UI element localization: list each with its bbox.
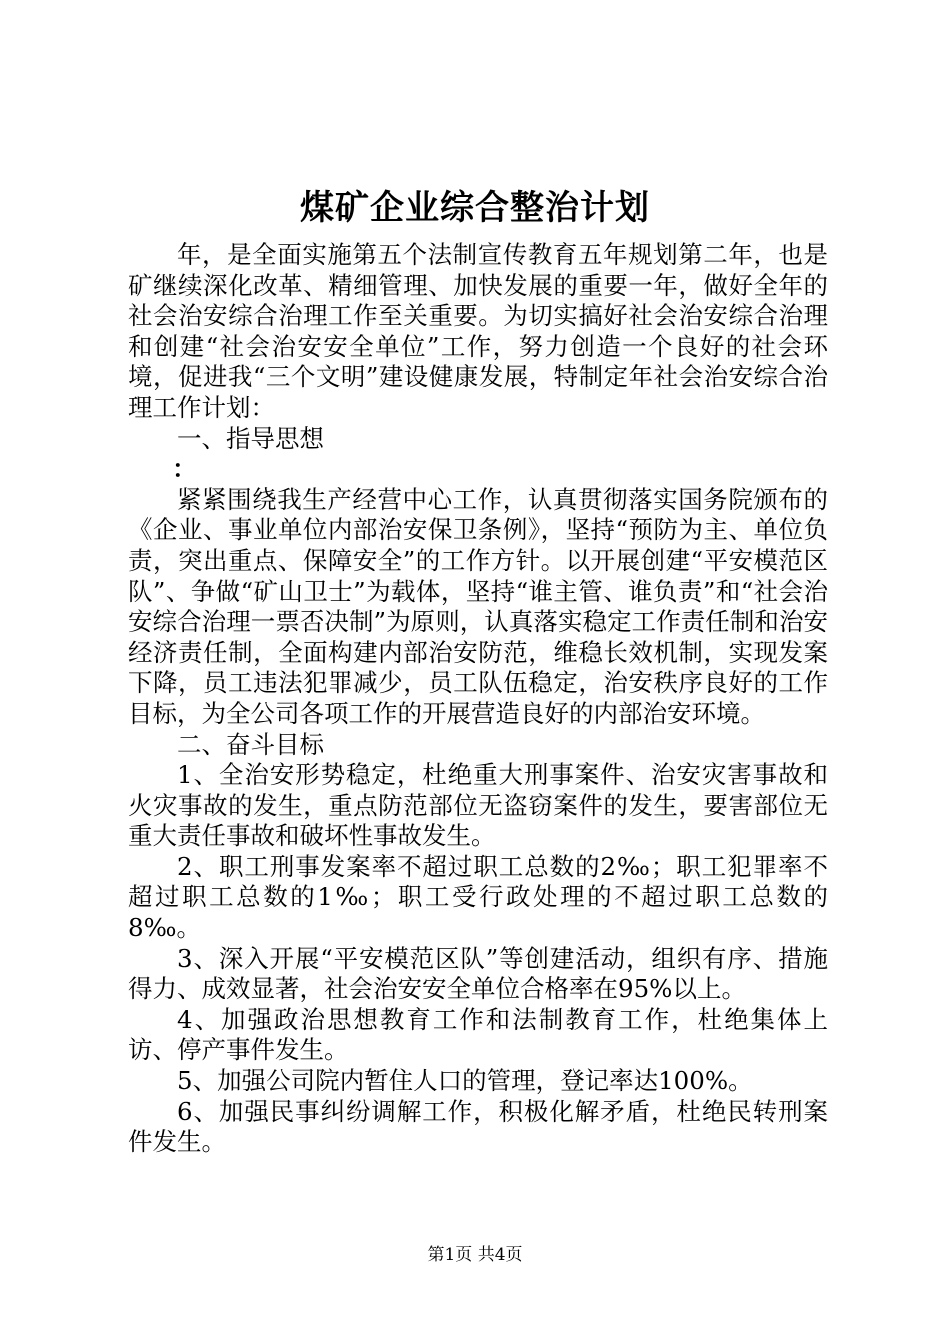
- section-heading-guiding-ideology: 一、指导思想: [177, 423, 324, 453]
- goal-item-6: 6、加强民事纠纷调解工作，积极化解矛盾，杜绝民转刑案件发生。: [128, 1096, 828, 1157]
- goal-item-3: 3、深入开展“平安模范区队”等创建活动，组织有序、措施得力、成效显著，社会治安安全单位合格率在95%以上。: [128, 943, 828, 1004]
- colon-line: ：: [172, 454, 197, 484]
- document-title: 煤矿企业综合整治计划: [300, 188, 650, 228]
- section-heading-goals: 二、奋斗目标: [177, 729, 324, 759]
- intro-paragraph: 年，是全面实施第五个法制宣传教育五年规划第二年，也是矿继续深化改革、精细管理、加快发展的重要一年，做好全年的社会治安综合治理工作至关重要。为切实搞好社会治安综合治理和创建“社会治安安全单位”工作，努力创造一个良好的社会环境，促进我“三个文明”建设健康发展，特制定年社会治安综合治理工作计划：: [128, 240, 828, 422]
- goal-item-2: 2、职工刑事发案率不超过职工总数的2‰；职工犯罪率不超过职工总数的1‰；职工受行政处理的不超过职工总数的8‰。: [128, 851, 828, 943]
- page-footer: 第1页 共4页: [427, 1245, 523, 1265]
- goal-item-1: 1、全治安形势稳定，杜绝重大刑事案件、治安灾害事故和火灾事故的发生，重点防范部位无盗窃案件的发生，要害部位无重大责任事故和破坏性事故发生。: [128, 760, 828, 851]
- guiding-ideology-paragraph: 紧紧围绕我生产经营中心工作，认真贯彻落实国务院颁布的《企业、事业单位内部治安保卫条例》，坚持“预防为主、单位负责，突出重点、保障安全”的工作方针。以开展创建“平安模范区队”、争做“矿山卫士”为载体，坚持“谁主管、谁负责”和“社会治安综合治理一票否决制”为原则，认真落实稳定工作责任制和治安经济责任制，全面构建内部治安防范，维稳长效机制，实现发案下降，员工违法犯罪减少，员工队伍稳定，治安秩序良好的工作目标，为全公司各项工作的开展营造良好的内部治安环境。: [128, 484, 828, 728]
- goal-item-4: 4、加强政治思想教育工作和法制教育工作，杜绝集体上访、停产事件发生。: [128, 1004, 828, 1065]
- document-body: [128, 240, 828, 1158]
- goal-item-5: 5、加强公司院内暂住人口的管理，登记率达100%。: [177, 1066, 753, 1096]
